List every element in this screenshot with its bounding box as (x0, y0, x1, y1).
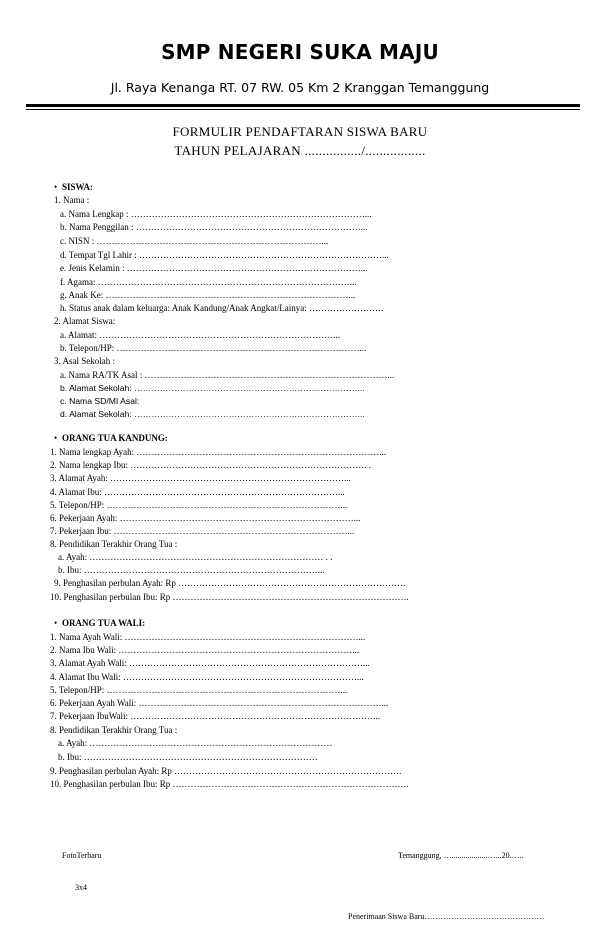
siswa-line: g. Anak Ke: ………………………………………………………………………... (60, 290, 356, 300)
section-ortu-kandung-title: ORANG TUA KANDUNG: (62, 433, 168, 443)
form-school-year: TAHUN PELAJARAN ................/................. (174, 143, 426, 158)
siswa-line: a. Nama Lengkap : ……………………………………………………………………... (60, 209, 372, 219)
ortu-wali-line: 3. Alamat Ayah Wali: ……………………………………………………………………... (50, 658, 370, 668)
receiver-signature: Penerimaan Siswa Baru……………………………………… (348, 912, 545, 921)
siswa-line: e. Jenis Kelamin : ……………………………………………………………………... (60, 263, 368, 273)
section-ortu-wali-heading (54, 618, 145, 628)
ortu-kandung-line: 5. Telepon/HP: ……………………………………………………………………... (50, 500, 348, 510)
ortu-wali-line: 2. Nama Ibu Wali: ……………………………………………………………………... (50, 645, 360, 655)
section-ortu-wali-title: ORANG TUA WALI: (62, 618, 146, 628)
section-siswa-heading (54, 182, 93, 192)
section-siswa-title: SISWA: (62, 182, 94, 192)
bullet-icon: • (54, 433, 58, 443)
ortu-wali-line: a. Ayah: ……………………………………………………………………… (58, 738, 333, 748)
school-address: Jl. Raya Kenanga RT. 07 RW. 05 Km 2 Kranggan Temanggung (110, 80, 490, 95)
photo-label: FotoTerbaru (62, 851, 102, 860)
letterhead-rule-thick (26, 104, 580, 107)
siswa-line: b. Telepon/HP: ………………………………………………………………………... (60, 343, 367, 353)
ortu-kandung-line: 10. Penghasilan perbulan Ibu: Rp ……………………………………………………………………. (50, 592, 409, 602)
siswa-line: h. Status anak dalam keluarga: Anak Kandung/Anak Angkat/Lainya: ……………………. (60, 303, 384, 313)
ortu-kandung-line: a. Ayah: …………………………………………………………………… . . (58, 552, 333, 562)
form-title: FORMULIR PENDAFTARAN SISWA BARU (172, 124, 428, 139)
letterhead-rule-thin (26, 109, 580, 110)
ortu-kandung-line: 9. Penghasilan perbulan Ayah: Rp …………………………………………………………………. (54, 578, 406, 588)
siswa-line: a. Nama RA/TK Asal : ………………………………………………………………………... (60, 370, 395, 380)
school-name: SMP NEGERI SUKA MAJU (161, 40, 439, 64)
ortu-kandung-line: 1. Nama lengkap Ayah: ………………………………………………………………………... (50, 447, 387, 457)
ortu-wali-line: 9. Penghasilan perbulan Ayah: Rp …………………………………………………………………. (50, 766, 402, 776)
ortu-wali-line: 8. Pendidikan Terakhir Orang Tua : (50, 725, 178, 735)
ortu-kandung-line: 4. Alamat Ibu: ……………………………………………………………………... (50, 487, 345, 497)
ortu-wali-line: 4. Alamat Ibu Wali: ……………………………………………………………………... (50, 672, 364, 682)
siswa-line: d. Alamat Sekolah: ……………………………………………………………………... (60, 409, 365, 419)
ortu-kandung-line: 3. Alamat Ayah: ……………………………………………………………………... (50, 473, 351, 483)
bullet-icon: • (54, 182, 58, 192)
ortu-kandung-line: 8. Pendidikan Terakhir Orang Tua : (50, 539, 178, 549)
ortu-wali-line: 10. Penghasilan perbulan Ibu: Rp ……………………………………………………………………. (50, 779, 409, 789)
ortu-kandung-line: 6. Pekerjaan Ayah: ……………………………………………………………………... (50, 513, 361, 523)
photo-size: 3x4 (75, 883, 87, 892)
siswa-line: c. NISN : …………………………………………………………………... (60, 236, 329, 246)
siswa-line: 1. Nama : (54, 195, 90, 205)
siswa-line: a. Alamat: ……………………………………………………………………... (60, 330, 340, 340)
ortu-wali-line: 1. Nama Ayah Wali: ……………………………………………………………………... (50, 632, 366, 642)
ortu-wali-line: 6. Pekerjaan Ayah Wali: ………………………………………………………………………... (50, 698, 389, 708)
ortu-wali-line: 5. Telepon/HP: ……………………………………………………………………... (50, 685, 348, 695)
siswa-line: 2. Alamat Siswa: (54, 316, 116, 326)
siswa-line: f. Agama: …………………………………………………………………………... (60, 277, 357, 287)
siswa-line: c. Nama SD/MI Asal: (60, 396, 140, 406)
ortu-wali-line: b. Ibu: …………………………………………………………………… (58, 752, 318, 762)
ortu-kandung-line: b. Ibu: ……………………………………………………………………... (58, 565, 325, 575)
siswa-line: b. Nama Penggilan : …………………………………………………………………... (60, 222, 368, 232)
ortu-kandung-line: 7. Pekerjaan Ibu: ……………………………………………………………………... (50, 526, 355, 536)
ortu-kandung-line: 2. Nama lengkap Ibu: ……………………………………………………………………. . (50, 460, 371, 470)
place-date: Temanggung, …..................…...20.….. (398, 851, 524, 860)
siswa-line: b. Alamat Sekolah: ……………………………………………………………………... (60, 383, 365, 393)
bullet-icon: • (54, 618, 58, 628)
siswa-line: 3. Asal Sekolah : (54, 356, 115, 366)
siswa-line: d. Tempat Tgl Lahir : ………………………………………………………………………... (60, 250, 389, 260)
ortu-wali-line: 7. Pekerjaan IbuWali: ………………………………………………………………………... (50, 711, 380, 721)
section-ortu-kandung-heading (54, 433, 168, 443)
